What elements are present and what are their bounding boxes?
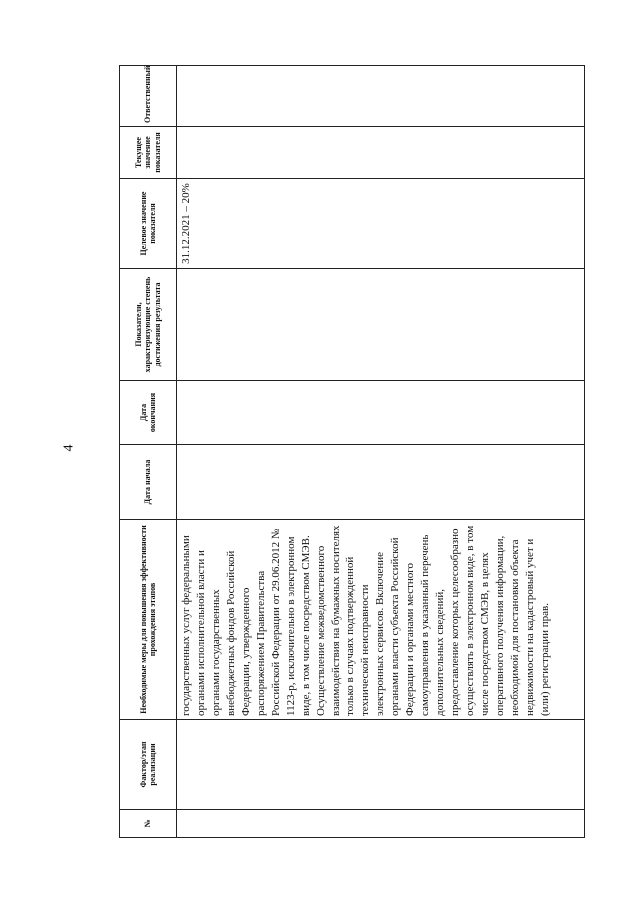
cell-end-date [177, 381, 585, 445]
cell-responsible [177, 66, 585, 127]
cell-indicators [177, 269, 585, 381]
cell-current-value [177, 127, 585, 179]
header-target-value: Целевое значение показателя [120, 179, 177, 269]
header-current-value: Текущее значение показателя [120, 127, 177, 179]
measures-table [119, 65, 585, 838]
header-number: № [120, 810, 177, 838]
page-number: 4 [61, 444, 77, 452]
cell-start-date [177, 445, 585, 520]
header-measures: Необходимые меры для повышения эффективности прохождения этапов [120, 520, 177, 720]
table-header-row [120, 66, 177, 838]
header-factor: Фактор/этап реализации [120, 720, 177, 810]
cell-target-value: 31.12.2021 – 20% [177, 179, 585, 269]
header-responsible: Ответственный [120, 66, 177, 127]
header-start-date: Дата начала [120, 445, 177, 520]
cell-number [177, 810, 585, 838]
header-end-date: Дата окончания [120, 381, 177, 445]
table-row [177, 66, 585, 838]
rotated-table-wrapper [119, 66, 585, 838]
cell-measures: государственных услуг федеральными органами исполнительной власти и органами государственных внебюджетных фондов Российской Федерации, утвержденного распоряжением Правительства Российской Федерации от 29.06.2012 № 1123-р, исключительно в электронном виде, в том числе посредством СМЭВ. Осуществление межведомственного взаимодействия на бумажных носителях только в случаях подтвержденной технической неисправности электронных сервисов. Включение органами власти субъекта Российской Федерации и органами местного самоуправления в указанный перечень дополнительных сведений, предоставление которых целесообразно осуществлять в электронном виде, в том числе посредством СМЭВ, в целях оперативного получения информации, необходимой для постановки объекта недвижимости на кадастровый учет и (или) регистрации прав. [177, 520, 585, 720]
header-indicators: Показатели, характеризующие степень достижения результата [120, 269, 177, 381]
cell-factor [177, 720, 585, 810]
